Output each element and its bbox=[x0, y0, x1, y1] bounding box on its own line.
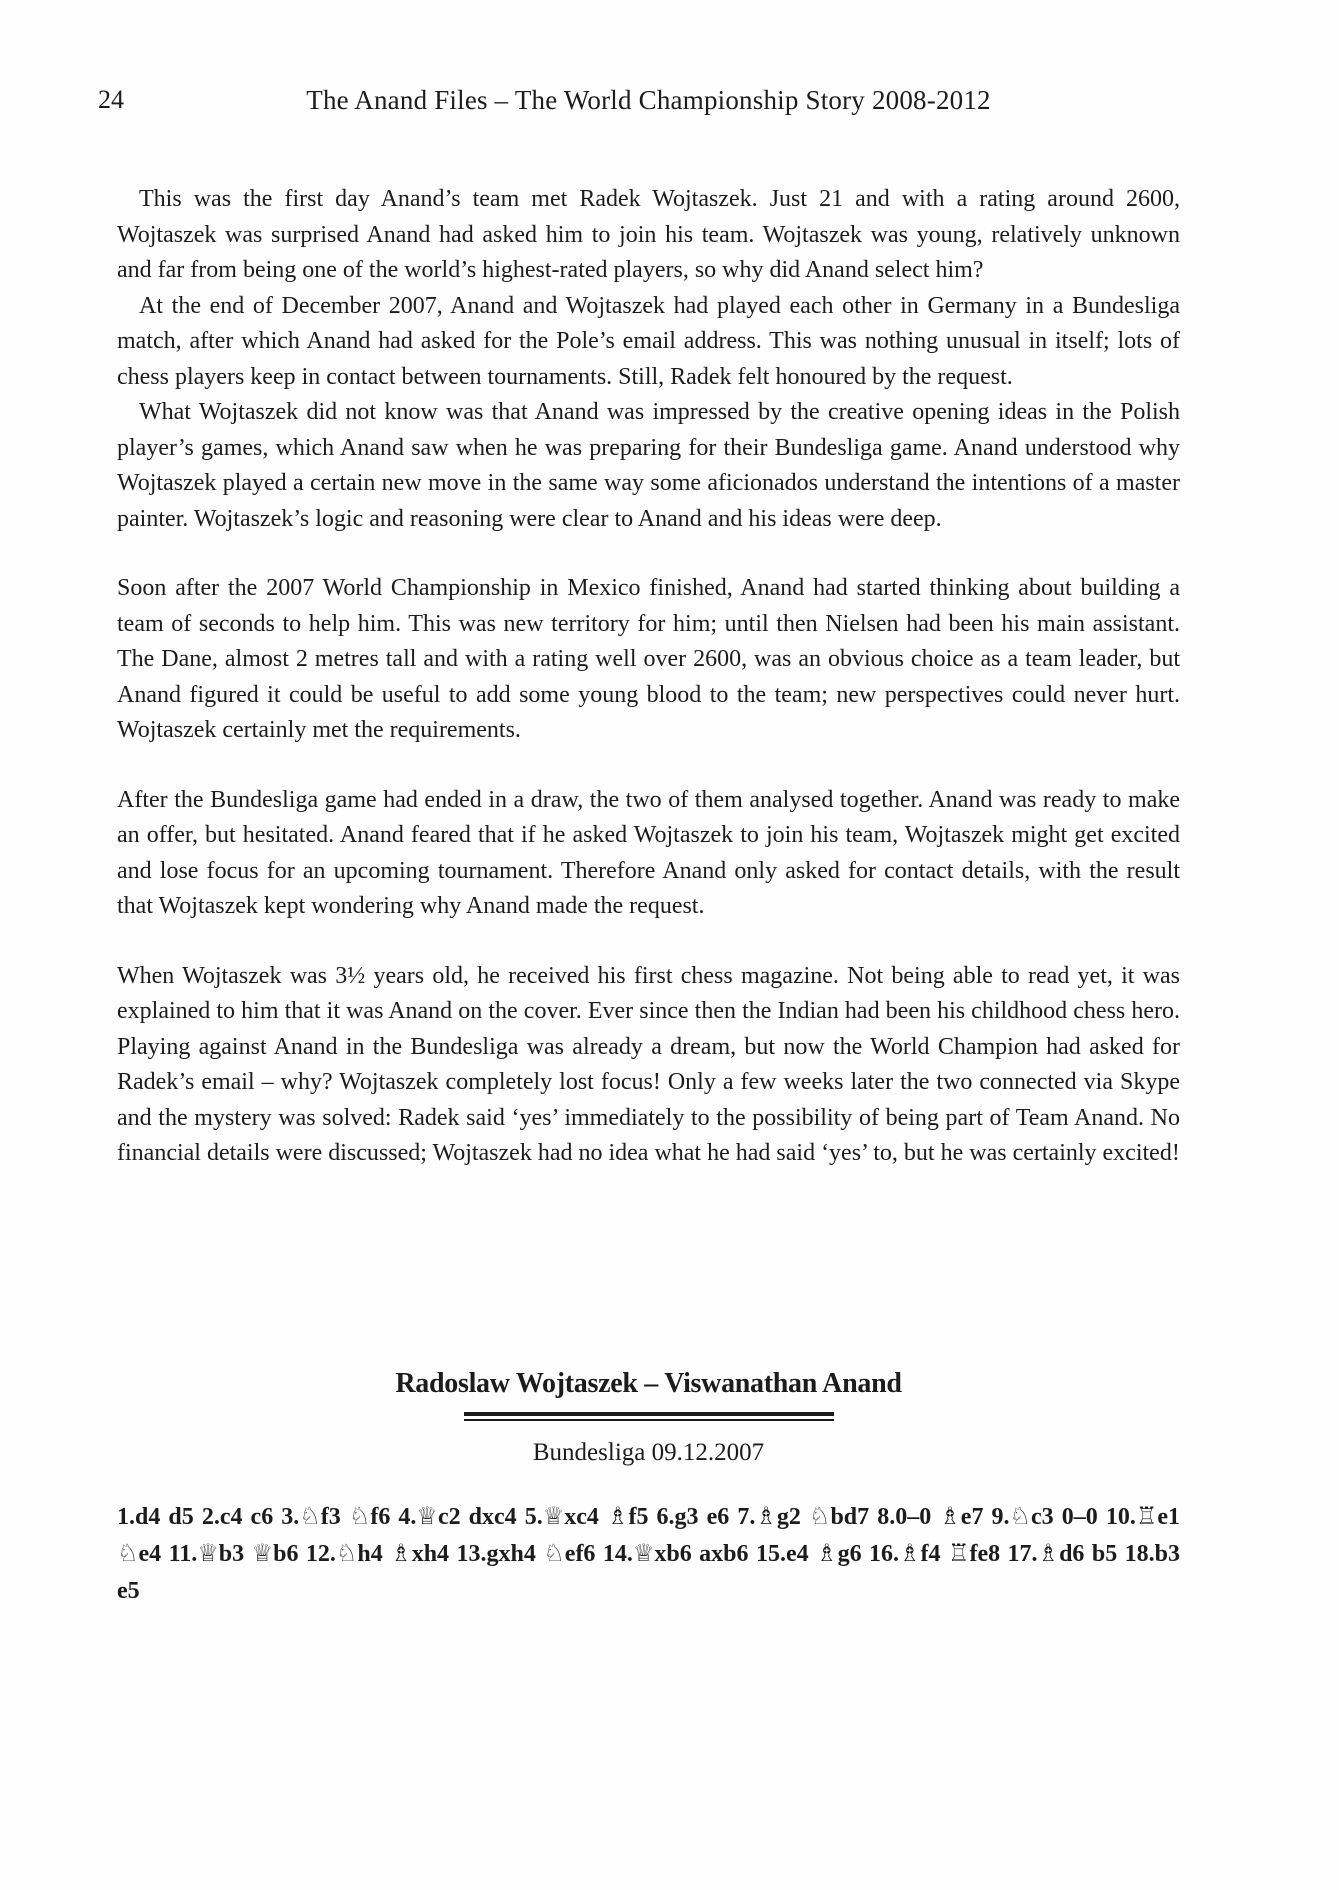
rule-bottom bbox=[464, 1419, 834, 1421]
paragraph-5: After the Bundesliga game had ended in a draw, the two of them analysed together. Anand was ready to make an offer, but hesitated. Anand feared that if he asked Wojtaszek to join his team, Wojtaszek might get excited and lose focus for an upcoming tournament. Therefore Anand only asked for contact details, with the result that Wojtaszek kept wondering why Anand made the request. bbox=[117, 786, 1180, 919]
page-number: 24 bbox=[98, 85, 124, 114]
paragraph-6: When Wojtaszek was 3½ years old, he received his first chess magazine. Not being able to read yet, it was explained to him that it was Anand on the cover. Ever since then the Indian had been his childhood chess hero. Playing against Anand in the Bundesliga was already a dream, but now the World Champion had asked for Radek’s email – why? Wojtaszek completely lost focus! Only a few weeks later the two connected via Skype and the mystery was solved: Radek said ‘yes’ immediately to the possibility of being part of Team Anand. No financial details were discussed; Wojtaszek had no idea what he had said ‘yes’ to, but he was certainly excited! bbox=[117, 962, 1180, 1166]
paragraph-1: This was the first day Anand’s team met Radek Wojtaszek. Just 21 and with a rating around 2600, Wojtaszek was surprised Anand had asked him to join his team. Wojtaszek was young, relatively unknown and far from being one of the world’s highest-rated players, so why did Anand select him? bbox=[117, 186, 1180, 283]
body-text bbox=[117, 182, 1180, 1172]
page-header bbox=[98, 82, 1180, 118]
running-title: The Anand Files – The World Championship Story 2008-2012 bbox=[306, 85, 991, 115]
game-moves: 1.d4 d5 2.c4 c6 3.♘f3 ♘f6 4.♕c2 dxc4 5.♕xc4 ♗f5 6.g3 e6 7.♗g2 ♘bd7 8.0–0 ♗e7 9.♘c3 0–0 10.♖e1 ♘e4 11.♕b3 ♕b6 12.♘h4 ♗xh4 13.gxh4 ♘ef6 14.♕xb6 axb6 15.e4 ♗g6 16.♗f4 ♖fe8 17.♗d6 b5 18.b3 e5 bbox=[117, 1504, 1180, 1604]
rule-top bbox=[464, 1412, 834, 1416]
paragraph-4: Soon after the 2007 World Championship in Mexico finished, Anand had started thinking about building a team of seconds to help him. This was new territory for him; until then Nielsen had been his main assistant. The Dane, almost 2 metres tall and with a rating well over 2600, was an obvious choice as a team leader, but Anand figured it could be useful to add some young blood to the team; new perspectives could never hurt. Wojtaszek certainly met the requirements. bbox=[117, 575, 1180, 743]
double-rule bbox=[464, 1412, 834, 1421]
game-event: Bundesliga 09.12.2007 bbox=[532, 1439, 765, 1466]
game-header-block bbox=[117, 1368, 1180, 1610]
game-players-heading: Radoslaw Wojtaszek – Viswanathan Anand bbox=[395, 1368, 902, 1399]
paragraph-2: At the end of December 2007, Anand and Wojtaszek had played each other in Germany in a Bundesliga match, after which Anand had asked for the Pole’s email address. This was nothing unusual in itself; lots of chess players keep in contact between tournaments. Still, Radek felt honoured by the request. bbox=[117, 292, 1180, 390]
paragraph-3: What Wojtaszek did not know was that Anand was impressed by the creative opening ideas in the Polish player’s games, which Anand saw when he was preparing for their Bundesliga game. Anand understood why Wojtaszek played a certain new move in the same way some aficionados understand the intentions of a master painter. Wojtaszek’s logic and reasoning were clear to Anand and his ideas were deep. bbox=[117, 399, 1180, 532]
